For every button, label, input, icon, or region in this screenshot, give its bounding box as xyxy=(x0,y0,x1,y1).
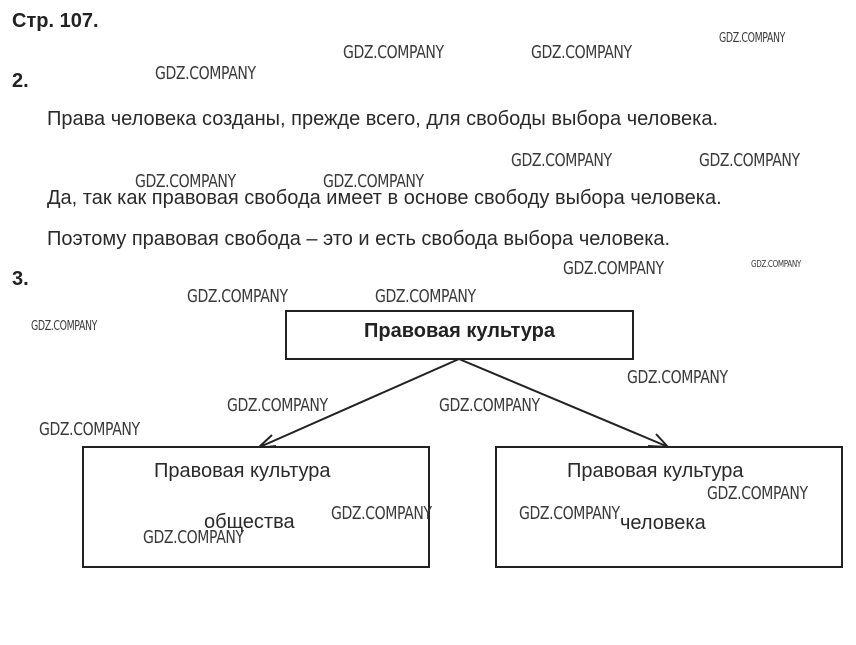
page-label: Стр. 107. xyxy=(12,10,99,32)
watermark: GDZ.COMPANY xyxy=(343,42,444,63)
diagram-left-title: Правовая культура xyxy=(154,460,331,482)
watermark: GDZ.COMPANY xyxy=(511,150,612,171)
watermark: GDZ.COMPANY xyxy=(563,258,664,279)
task-2-line-1: Права человека созданы, прежде всего, для свободы выбора человека. xyxy=(47,108,719,130)
watermark: GDZ.COMPANY xyxy=(375,286,476,307)
watermark: GDZ.COMPANY xyxy=(187,286,288,307)
watermark: GDZ.COMPANY xyxy=(331,503,432,524)
diagram-root-label: Правовая культура xyxy=(364,320,555,342)
watermark: GDZ.COMPANY xyxy=(751,259,801,270)
task-2-line-3: Поэтому правовая свобода – это и есть свобода выбора человека. xyxy=(47,228,671,250)
diagram-left-subtitle: общества xyxy=(204,511,295,533)
watermark: GDZ.COMPANY xyxy=(531,42,632,63)
watermark: GDZ.COMPANY xyxy=(439,395,540,416)
watermark: GDZ.COMPANY xyxy=(227,395,328,416)
task-2-number: 2. xyxy=(12,70,29,92)
watermark: GDZ.COMPANY xyxy=(143,527,244,548)
watermark: GDZ.COMPANY xyxy=(627,367,728,388)
watermark: GDZ.COMPANY xyxy=(519,503,620,524)
task-2-line-2: Да, так как правовая свобода имеет в основе свободу выбора человека. xyxy=(47,187,722,209)
watermark: GDZ.COMPANY xyxy=(39,419,140,440)
watermark: GDZ.COMPANY xyxy=(719,31,786,46)
watermark: GDZ.COMPANY xyxy=(135,171,236,192)
task-3-number: 3. xyxy=(12,268,29,290)
diagram-right-subtitle: человека xyxy=(620,512,706,534)
diagram-root-box xyxy=(285,310,634,360)
watermark: GDZ.COMPANY xyxy=(699,150,800,171)
watermark: GDZ.COMPANY xyxy=(31,319,98,334)
watermark: GDZ.COMPANY xyxy=(707,483,808,504)
watermark: GDZ.COMPANY xyxy=(155,63,256,84)
diagram-right-title: Правовая культура xyxy=(567,460,744,482)
watermark: GDZ.COMPANY xyxy=(323,171,424,192)
